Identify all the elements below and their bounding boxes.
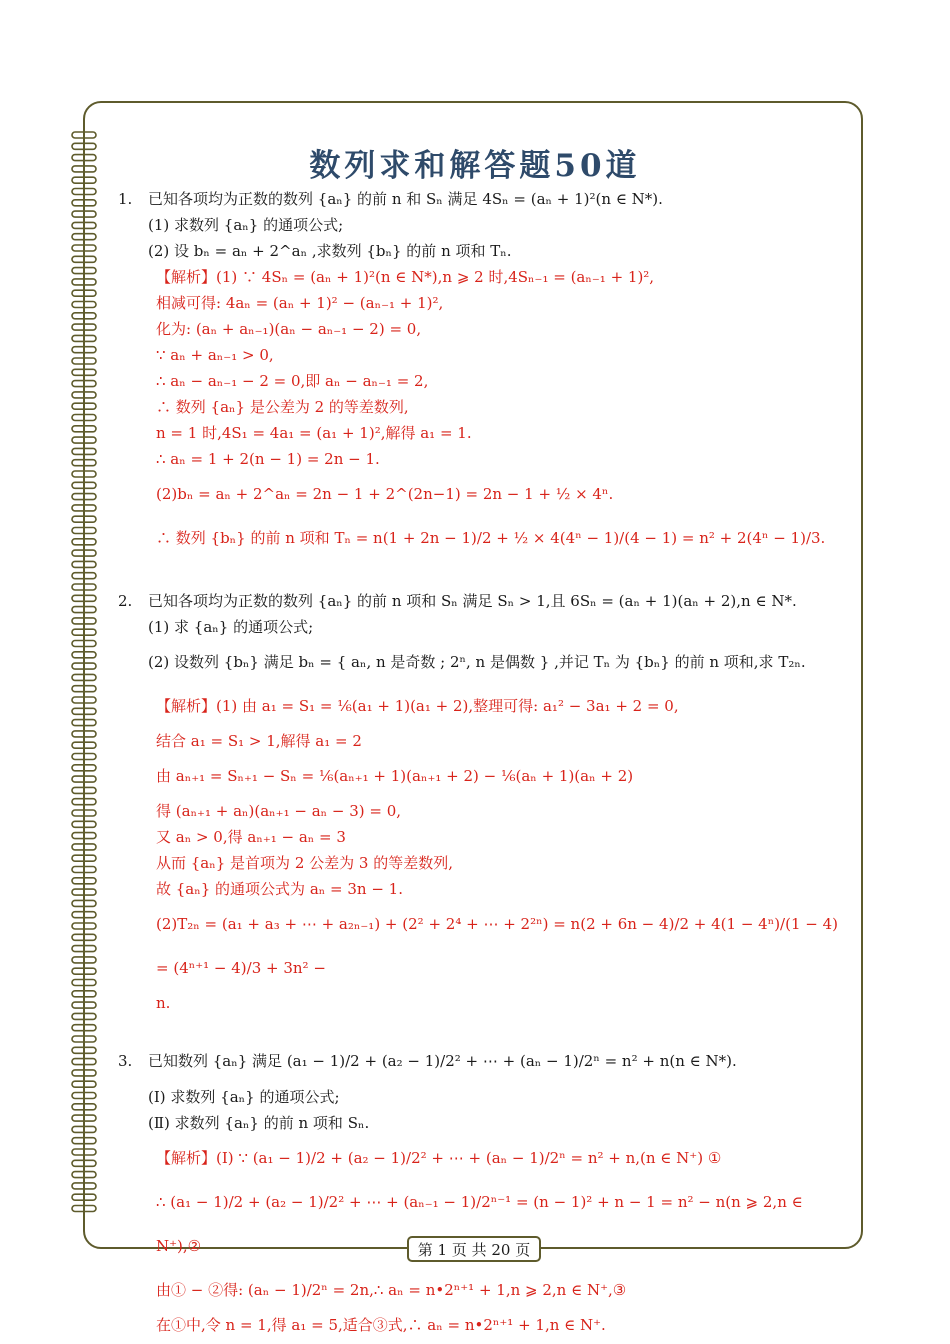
page-footer: 第 1 页 共 20 页 (407, 1236, 541, 1262)
solution-line: ∴ aₙ = 1 + 2(n − 1) = 2n − 1. (156, 450, 380, 468)
question-part: (2) 设 bₙ = aₙ + 2^aₙ ,求数列 {bₙ} 的前 n 项和 Tₙ. (148, 242, 512, 260)
question-1 (118, 186, 848, 264)
solution-2 (118, 684, 848, 1016)
solution-1 (118, 264, 848, 560)
question-stem: 已知各项均为正数的数列 {aₙ} 的前 n 和 Sₙ 满足 4Sₙ = (aₙ + 1)²(n ∈ N*). (148, 190, 663, 208)
question-number: 2. (118, 592, 133, 610)
solution-line: 由① − ②得: (aₙ − 1)/2ⁿ = 2n,∴ aₙ = n•2ⁿ⁺¹ + 1,n ⩾ 2,n ∈ N⁺,③ (156, 1281, 627, 1299)
question-stem: 已知各项均为正数的数列 {aₙ} 的前 n 项和 Sₙ 满足 Sₙ > 1,且 6Sₙ = (aₙ + 1)(aₙ + 2),n ∈ N*. (148, 592, 797, 610)
question-3 (118, 1038, 848, 1136)
question-part: (1) 求 {aₙ} 的通项公式; (148, 618, 314, 636)
question-part: (1) 求数列 {aₙ} 的通项公式; (148, 216, 344, 234)
solution-line: ∴ aₙ − aₙ₋₁ − 2 = 0,即 aₙ − aₙ₋₁ = 2, (156, 372, 429, 390)
solution-line: 得 (aₙ₊₁ + aₙ)(aₙ₊₁ − aₙ − 3) = 0, (156, 802, 402, 820)
solution-line: ∴ 数列 {aₙ} 是公差为 2 的等差数列, (156, 398, 409, 416)
solution-line: 由 aₙ₊₁ = Sₙ₊₁ − Sₙ = ⅙(aₙ₊₁ + 1)(aₙ₊₁ + 2) − ⅙(aₙ + 1)(aₙ + 2) (156, 767, 634, 785)
question-part: (Ⅰ) 求数列 {aₙ} 的通项公式; (148, 1088, 340, 1106)
solution-line: 故 {aₙ} 的通项公式为 aₙ = 3n − 1. (156, 880, 403, 898)
solution-line: 又 aₙ > 0,得 aₙ₊₁ − aₙ = 3 (156, 828, 346, 846)
solution-line: n = 1 时,4S₁ = 4a₁ = (a₁ + 1)²,解得 a₁ = 1. (156, 424, 472, 442)
question-number: 3. (118, 1052, 133, 1070)
solution-line: ∴ 数列 {bₙ} 的前 n 项和 Tₙ = n(1 + 2n − 1)/2 + ½ × 4(4ⁿ − 1)/(4 − 1) = n² + 2(4ⁿ − 1)/3. (156, 529, 826, 547)
solution-line: 在①中,令 n = 1,得 a₁ = 5,适合③式,∴ aₙ = n•2ⁿ⁺¹ + 1,n ∈ N⁺. (156, 1316, 606, 1334)
question-part: (2) 设数列 {bₙ} 满足 bₙ = { aₙ, n 是奇数 ; 2ⁿ, n 是偶数 } ,并记 Tₙ 为 {bₙ} 的前 n 项和,求 T₂ₙ. (148, 653, 806, 671)
question-number: 1. (118, 190, 133, 208)
solution-line: ∴ (a₁ − 1)/2 + (a₂ − 1)/2² + ⋯ + (aₙ₋₁ − 1)/2ⁿ⁻¹ = (n − 1)² + n − 1 = n² − n(n ⩾ 2,n ∈ N⁺),② (156, 1193, 803, 1255)
page-content (118, 186, 848, 1338)
solution-line: 相减可得: 4aₙ = (aₙ + 1)² − (aₙ₋₁ + 1)², (156, 294, 444, 312)
solution-line: 【解析】(1) ∵ 4Sₙ = (aₙ + 1)²(n ∈ N*),n ⩾ 2 时,4Sₙ₋₁ = (aₙ₋₁ + 1)², (156, 268, 655, 286)
solution-line: (2)bₙ = aₙ + 2^aₙ = 2n − 1 + 2^(2n−1) = 2n − 1 + ½ × 4ⁿ. (156, 485, 614, 503)
solution-line: ∵ aₙ + aₙ₋₁ > 0, (156, 346, 274, 364)
question-2 (118, 588, 848, 684)
page-title: 数列求和解答题50道 (309, 148, 641, 184)
solution-line: 【解析】(1) 由 a₁ = S₁ = ⅙(a₁ + 1)(a₁ + 2),整理可得: a₁² − 3a₁ + 2 = 0, (156, 697, 679, 715)
solution-line: 【解析】(Ⅰ) ∵ (a₁ − 1)/2 + (a₂ − 1)/2² + ⋯ + (aₙ − 1)/2ⁿ = n² + n,(n ∈ N⁺) ① (156, 1149, 722, 1167)
solution-line: n. (156, 994, 171, 1012)
question-stem: 已知数列 {aₙ} 满足 (a₁ − 1)/2 + (a₂ − 1)/2² + ⋯ + (aₙ − 1)/2ⁿ = n² + n(n ∈ N*). (148, 1052, 737, 1070)
question-part: (Ⅱ) 求数列 {aₙ} 的前 n 项和 Sₙ. (148, 1114, 370, 1132)
solution-line: 从而 {aₙ} 是首项为 2 公差为 3 的等差数列, (156, 854, 453, 872)
solution-line: 结合 a₁ = S₁ > 1,解得 a₁ = 2 (156, 732, 362, 750)
solution-line: 化为: (aₙ + aₙ₋₁)(aₙ − aₙ₋₁ − 2) = 0, (156, 320, 422, 338)
solution-line: (2)T₂ₙ = (a₁ + a₃ + ⋯ + a₂ₙ₋₁) + (2² + 2⁴ + ⋯ + 2²ⁿ) = n(2 + 6n − 4)/2 + 4(1 − 4ⁿ)/(1 − 4) = (4ⁿ⁺¹ − 4)/3 + 3n² − (156, 915, 838, 977)
